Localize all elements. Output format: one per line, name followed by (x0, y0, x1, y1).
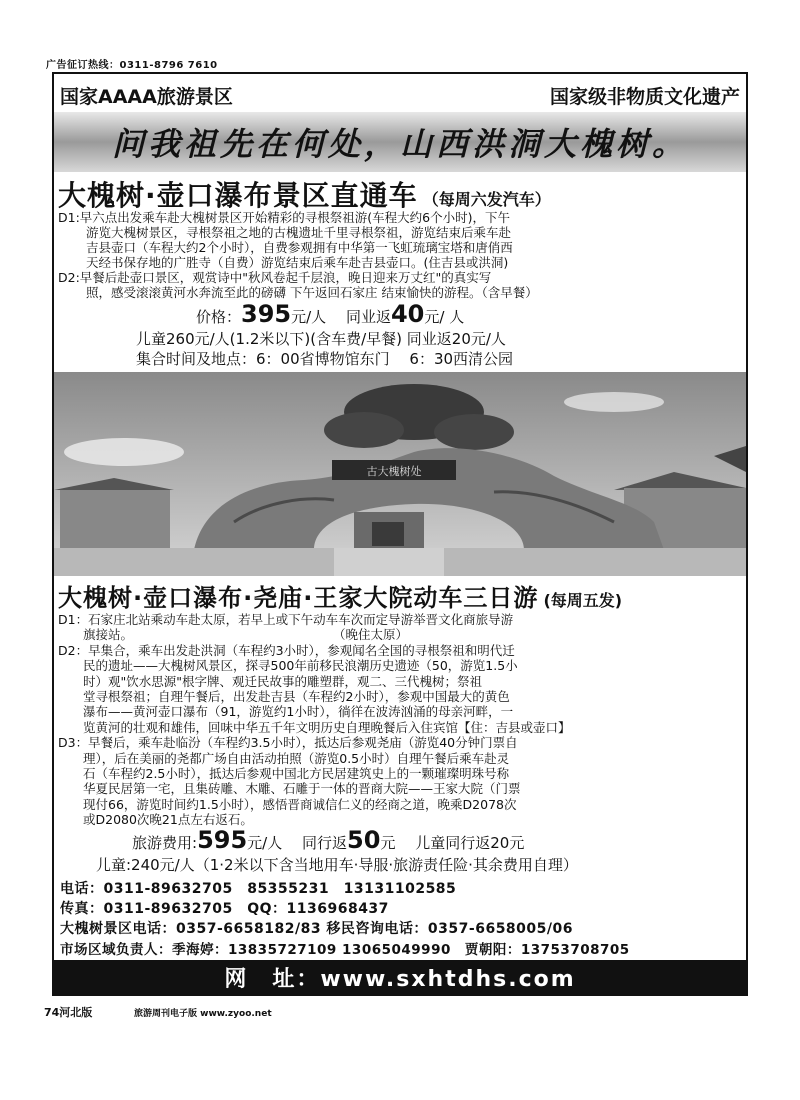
route2-line: 览黄河的壮观和雄伟，回味中华五千年文明历史自理晚餐后入住宾馆【住：吉县或壶口】 (58, 719, 571, 735)
route2-price-row (132, 826, 524, 854)
slogan-text: 问我祖先在何处，山西洪洞大槐树。 (111, 125, 688, 163)
route1-d1-line: D1:早六点出发乘车赴大槐树景区开始精彩的寻根祭祖游(车程大约6个小时)，下午 (58, 210, 510, 225)
route1-d1-line: 天经书保存地的广胜寺（自费）游览结束后乘车赴吉县壶口。(住吉县或洪洞) (86, 255, 509, 270)
route2-line: 时）观"饮水思源"根字牌、观迁民故事的雕塑群，观二、三代槐树；祭祖 (58, 673, 483, 689)
route1-d2-line: 照，感受滚滚黄河水奔流至此的磅礴 下午返回石家庄 结束愉快的游程。（含早餐） (86, 285, 538, 300)
route2-line: 民的遗址——大槐树风景区，探寻500年前移民浪潮历史遗迹（50，游览1.5小 (58, 658, 518, 674)
route2-line: 华夏民居第一宅，且集砖雕、木雕、石雕于一体的晋商大院——王家大院（门票 (58, 781, 521, 797)
route2-line: 旗接站。 （晚住太原） (58, 627, 409, 643)
route1-d1-line: 游览大槐树景区，寻根祭祖之地的古槐遗址千里寻根祭祖，游览结束后乘车赴 (86, 225, 512, 240)
route2-price-label: 旅游费用: (132, 834, 198, 852)
aaaa-scenic-tag: 国家AAAA旅游景区 (60, 86, 233, 108)
route2-line: 理），后在美丽的尧都广场自由活动拍照（游览0.5小时）自理午餐后乘车赴灵 (58, 750, 510, 766)
route2-line: 瀑布——黄河壶口瀑布（91，游览约1小时），徜徉在波涛汹涌的母亲河畔，一 (58, 704, 514, 720)
route1-subtitle: （每周六发汽车） (422, 190, 551, 209)
route2-price-unit: 元/人 (247, 834, 283, 852)
route1-price: 395 (241, 300, 292, 328)
route2-price: 595 (197, 826, 248, 854)
route1-price-unit: 元/人 (291, 308, 327, 326)
route2-line: 堂寻根祭祖；自理午餐后，出发赴吉县（车程约2小时），参观中国最大的黄色 (58, 689, 510, 705)
page-number: 74河北版 (44, 1006, 93, 1019)
route1-price-label: 价格： (196, 308, 242, 326)
route2-peer-label: 同行返 (302, 834, 348, 852)
scenic-photo (54, 372, 746, 576)
route2-line: D3：早餐后，乘车赴临汾（车程约3.5小时），抵达后参观尧庙（游览40分钟门票自 (58, 735, 518, 751)
route2-peer-unit: 元 (380, 834, 396, 852)
route1-title: 大槐树·壶口瀑布景区直通车 (58, 179, 418, 212)
heritage-tag: 国家级非物质文化遗产 (549, 86, 740, 108)
route1-peer-unit: 元/ 人 (424, 308, 465, 326)
slogan-banner (54, 112, 746, 172)
route1-d2-line: D2:早餐后赴壶口景区，观赏诗中"秋风卷起千层浪，晚日迎来万丈红"的真实写 (58, 270, 492, 285)
contact-fax-qq: 传真：0311-89632705 QQ：1136968437 (60, 901, 389, 917)
website-bar[interactable]: 网 址：www.sxhtdhs.com (54, 960, 746, 994)
route2-child-price: 儿童:240元/人（1·2米以下含当地用车·导服·旅游责任险·其余费用自理） (96, 856, 578, 874)
contact-scenic: 大槐树景区电话：0357-6658182/83 移民咨询电话：0357-6658005/06 (60, 921, 573, 937)
route2-child-peer: 儿童同行返20元 (415, 834, 525, 852)
route2-line: 或D2080次晚21点左右返石。 (58, 812, 253, 828)
route2-line: 石（车程约2.5小时），抵达后参观中国北方民居建筑史上的一颗璀璨明珠号称 (58, 766, 510, 782)
route2-peer: 50 (347, 826, 381, 854)
contact-managers: 市场区域负责人：季海婷：13835727109 13065049990 贾朝阳：13753708705 (60, 942, 630, 958)
route2-line: D2：早集合，乘车出发赴洪洞（车程约3小时），参观闻名全国的寻根祭祖和明代迁 (58, 642, 515, 658)
route2-heading (58, 578, 622, 613)
route1-itinerary (58, 210, 746, 300)
contact-phone: 电话：0311-89632705 85355231 13131102585 (60, 881, 457, 897)
route2-line: 现付66，游览时间约1.5小时），感悟晋商诚信仁义的经商之道，晚乘D2078次 (58, 796, 517, 812)
route1-peer: 40 (390, 300, 425, 328)
ad-hotline: 广告征订热线：0311-8796 7610 (46, 60, 218, 71)
route2-line: D1：石家庄北站乘动车赴太原，若早上或下午动车车次而定导游举晋文化商旅导游 (58, 612, 514, 627)
route2-itinerary (58, 612, 746, 828)
route2-title: 大槐树·壶口瀑布·尧庙·王家大院动车三日游 (58, 584, 539, 612)
route1-child-price: 儿童260元/人(1.2米以下)(含车费/早餐) 同业返20元/人 (136, 330, 506, 348)
locust-tree-gate-illustration (54, 372, 746, 576)
route1-d1-line: 吉县壶口（车程大约2个小时），自费参观拥有中华第一飞虹琉璃宝塔和唐俏西 (86, 240, 513, 255)
route2-subtitle: (每周五发) (543, 591, 623, 610)
route1-heading (58, 174, 551, 214)
route1-meeting: 集合时间及地点：6：00省博物馆东门 6：30西清公园 (136, 350, 514, 368)
publisher-credit: 旅游周刊电子版 www.zyoo.net (134, 1009, 272, 1019)
route1-price-row (196, 300, 464, 328)
photo-plaque-text: 古大槐树处 (366, 465, 422, 478)
route1-peer-label: 同业返 (345, 308, 391, 326)
